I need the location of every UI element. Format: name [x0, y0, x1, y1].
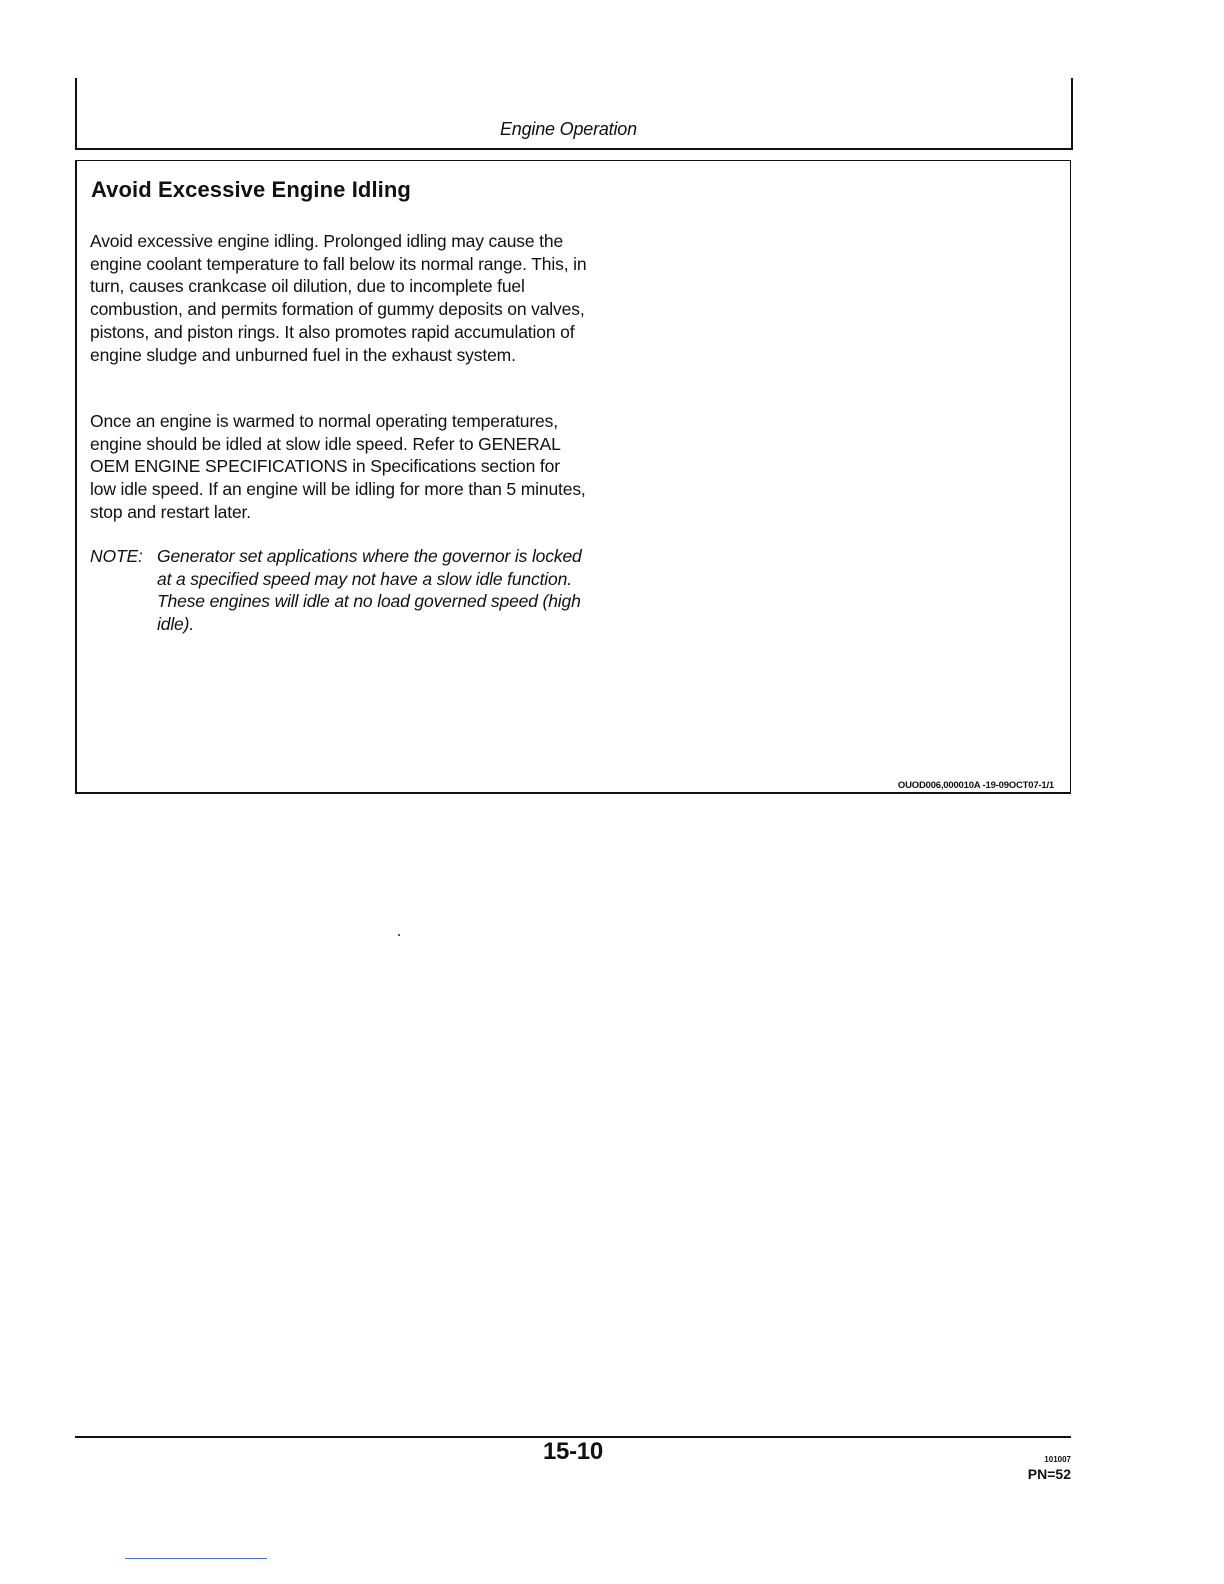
page-number: 15-10 [543, 1438, 603, 1465]
content-section [75, 160, 1071, 794]
note-text: Generator set applications where the governor is locked at a specified speed may not have a slow idle function. These engines will idle at no load governed speed (high idle). [157, 546, 582, 635]
section-title: Avoid Excessive Engine Idling [91, 177, 411, 202]
note-label: NOTE: [90, 546, 143, 566]
document-code: OUOD006,000010A -19-09OCT07-1/1 [897, 780, 1054, 791]
header-right-rule [1071, 78, 1073, 150]
footer-date-code: 101007 [1044, 1455, 1071, 1464]
bottom-link-underline[interactable] [125, 1558, 267, 1559]
header-left-rule [75, 78, 77, 150]
header-title: Engine Operation [500, 119, 637, 139]
footer-pn: PN=52 [1027, 1466, 1071, 1482]
stray-mark [398, 934, 400, 936]
paragraph-idling-effects: Avoid excessive engine idling. Prolonged idling may cause the engine coolant temperature to fall below its normal range. This, in turn, causes crankcase oil dilution, due to incomplete fuel combustion, and permits formation of gummy deposits on valves, pistons, and piston rings. It also promotes rapid accumulation of engine sludge and unburned fuel in the exhaust system. [90, 231, 587, 365]
header-bottom-rule [75, 148, 1073, 150]
paragraph-idle-speed: Once an engine is warmed to normal operating temperatures, engine should be idled at slow idle speed. Refer to GENERAL OEM ENGINE SPECIFICATIONS in Specifications section for low idle speed. If an engine will be idling for more than 5 minutes, stop and restart later. [90, 411, 586, 522]
